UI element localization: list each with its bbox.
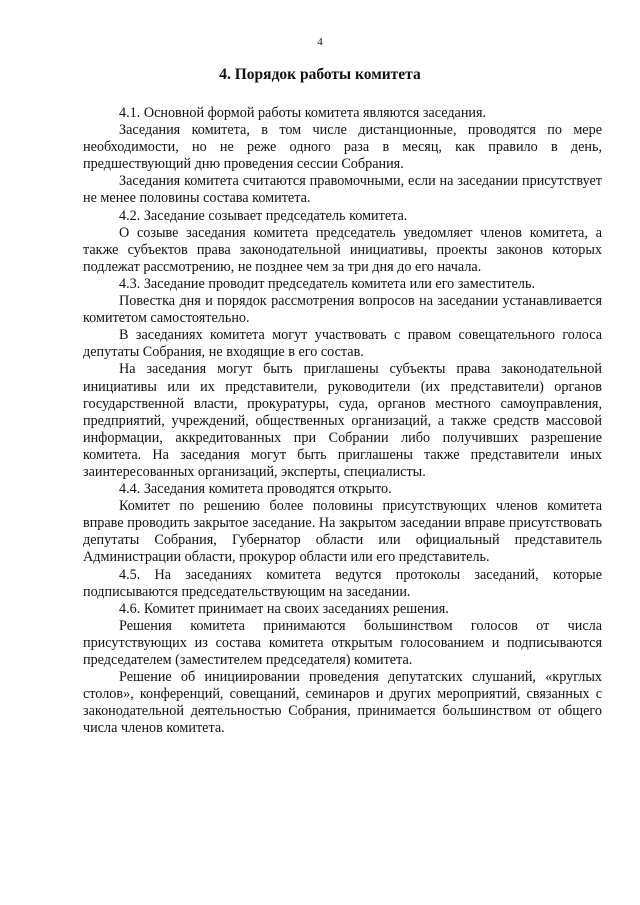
paragraph-6: 4.3. Заседание проводит председатель комитета или его заместитель. — [119, 275, 536, 292]
paragraph-13: 4.6. Комитет принимает на своих заседаниях решения. — [119, 600, 449, 617]
paragraph-7: Повестка дня и порядок рассмотрения вопросов на заседании устанавливается комитетом самостоятельно. — [83, 293, 602, 327]
section-title: 4. Порядок работы комитета — [219, 66, 421, 83]
paragraph-9: На заседания могут быть приглашены субъекты права законодательной инициативы или их представители, руководители (их представители) органов государственной власти, прокуратуры, суда, органов местного самоуправления, предприятий, учреждений, общественных организаций, а также средств массовой информации, аккредитованных при Собрании либо получивших разрешение комитета. На заседания могут быть приглашены также представители иных заинтересованных организаций, эксперты, специалисты. — [83, 361, 602, 480]
paragraph-5: О созыве заседания комитета председатель уведомляет членов комитета, а также субъектов права законодательной инициативы, проекты законов которых подлежат рассмотрению, не позднее чем за три дня до его начала. — [83, 224, 602, 275]
paragraph-12: 4.5. На заседаниях комитета ведутся протоколы заседаний, которые подписываются председательствующим на заседании. — [83, 566, 602, 600]
document-body — [83, 105, 602, 737]
paragraph-2: Заседания комитета, в том числе дистанционные, проводятся по мере необходимости, но не реже одного раза в месяц, как правило в день, предшествующий дню проведения сессии Собрания. — [83, 122, 602, 173]
paragraph-10: 4.4. Заседания комитета проводятся открыто. — [119, 481, 392, 498]
paragraph-1: 4.1. Основной формой работы комитета являются заседания. — [119, 105, 487, 121]
paragraph-11: Комитет по решению более половины присутствующих членов комитета вправе проводить закрытое заседание. На закрытом заседании вправе присутствовать депутаты Собрания, Губернатор области или официальный представитель Администрации области, прокурор области или его представитель. — [83, 498, 602, 566]
paragraph-4: 4.2. Заседание созывает председатель комитета. — [119, 207, 408, 224]
paragraph-15: Решение об инициировании проведения депутатских слушаний, «круглых столов», конференций, совещаний, семинаров и других мероприятий, связанных с законодательной деятельностью Собрания, принимается большинством от общего числа членов комитета. — [83, 669, 602, 737]
paragraph-8: В заседаниях комитета могут участвовать с правом совещательного голоса депутаты Собрания, не входящие в его состав. — [83, 327, 602, 361]
page-number: 4 — [317, 36, 323, 48]
paragraph-3: Заседания комитета считаются правомочными, если на заседании присутствует не менее половины состава комитета. — [83, 173, 602, 207]
paragraph-14: Решения комитета принимаются большинством голосов от числа присутствующих из состава комитета открытым голосованием и подписываются председателем (заместителем председателя) комитета. — [83, 617, 602, 668]
